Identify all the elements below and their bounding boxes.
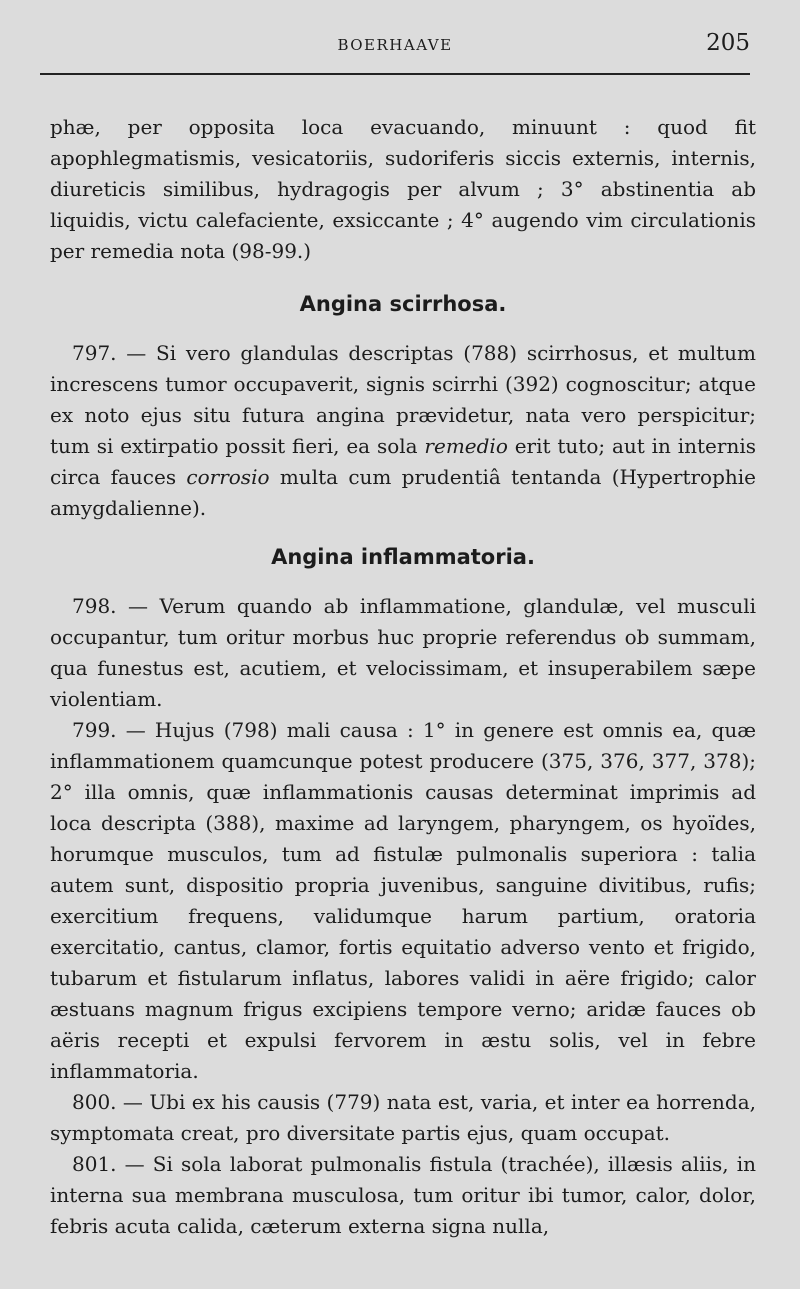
page-header	[40, 30, 750, 64]
header-rule	[40, 73, 750, 75]
paragraph-797-text-b: erit tuto; aut in internis circa fauces	[50, 434, 756, 489]
paragraph-799: 799. — Hujus (798) mali causa : 1° in genere est omnis ea, quæ inflammationem quamcunque potest producere (375, 376, 377, 378); 2° illa omnis, quæ inflammationis causas determinat imprimis ad loca descripta (388), maxime ad laryngem, pharyngem, os hyoïdes, horumque musculos, tum ad fistulæ pulmonalis superiora : talia autem sunt, dispositio propria juvenibus, sanguine divitibus, rufis; exercitium frequens, validumque harum partium, oratoria exercitatio, cantus, clamor, fortis equitatio adverso vento et frigido, tubarum et fistularum inflatus, labores validi in aëre frigido; calor æstuans magnum frigus excipiens tempore verno; aridæ fauces ob aëris recepti et expulsi fervorem in æstu solis, vel in febre inflammatoria.	[50, 718, 756, 1083]
running-title: BOERHAAVE	[337, 36, 453, 54]
paragraph-798: 798. — Verum quando ab inflammatione, glandulæ, vel musculi occupantur, tum oritur morbus huc proprie referendus ob summam, qua funestus est, acutiem, et velocissimam, et insuperabilem sæpe violentiam.	[50, 594, 756, 711]
italic-remedio: remedio	[424, 434, 508, 458]
paragraph-797-text-c: multa cum prudentiâ tentanda (Hypertrophie amygdalienne).	[50, 465, 757, 520]
paragraph-continuation: phæ, per opposita loca evacuando, minuunt : quod fit apophlegmatismis, vesicatoriis, sudoriferis siccis externis, internis, diureticis similibus, hydragogis per alvum ; 3° abstinentia ab liquidis, victu calefaciente, exsiccante ; 4° augendo vim circulationis per remedia nota (98-99.)	[50, 115, 756, 263]
section-heading-angina-scirrhosa: Angina scirrhosa.	[299, 292, 507, 316]
paragraph-800: 800. — Ubi ex his causis (779) nata est, varia, et inter ea horrenda, symptomata creat, pro diversitate partis ejus, quam occupat.	[50, 1090, 756, 1145]
section-heading-angina-inflammatoria: Angina inflammatoria.	[271, 545, 535, 569]
paragraph-801: 801. — Si sola laborat pulmonalis fistula (trachée), illæsis aliis, in interna sua membrana musculosa, tum oritur ibi tumor, calor, dolor, febris acuta calida, cæterum externa signa nulla,	[50, 1152, 756, 1238]
page-body	[50, 112, 756, 1242]
page-number: 205	[706, 30, 750, 56]
paragraph-797-text-a: 797. — Si vero glandulas descriptas (788) scirrhosus, et multum increscens tumor occupaverit, signis scirrhi (392) cognoscitur; atque ex noto ejus situ futura angina prævidetur, nata vero perspicitur; tum si extirpatio possit fieri, ea sola	[50, 341, 756, 458]
paragraph-797	[50, 338, 756, 524]
italic-corrosio: corrosio	[186, 465, 270, 489]
